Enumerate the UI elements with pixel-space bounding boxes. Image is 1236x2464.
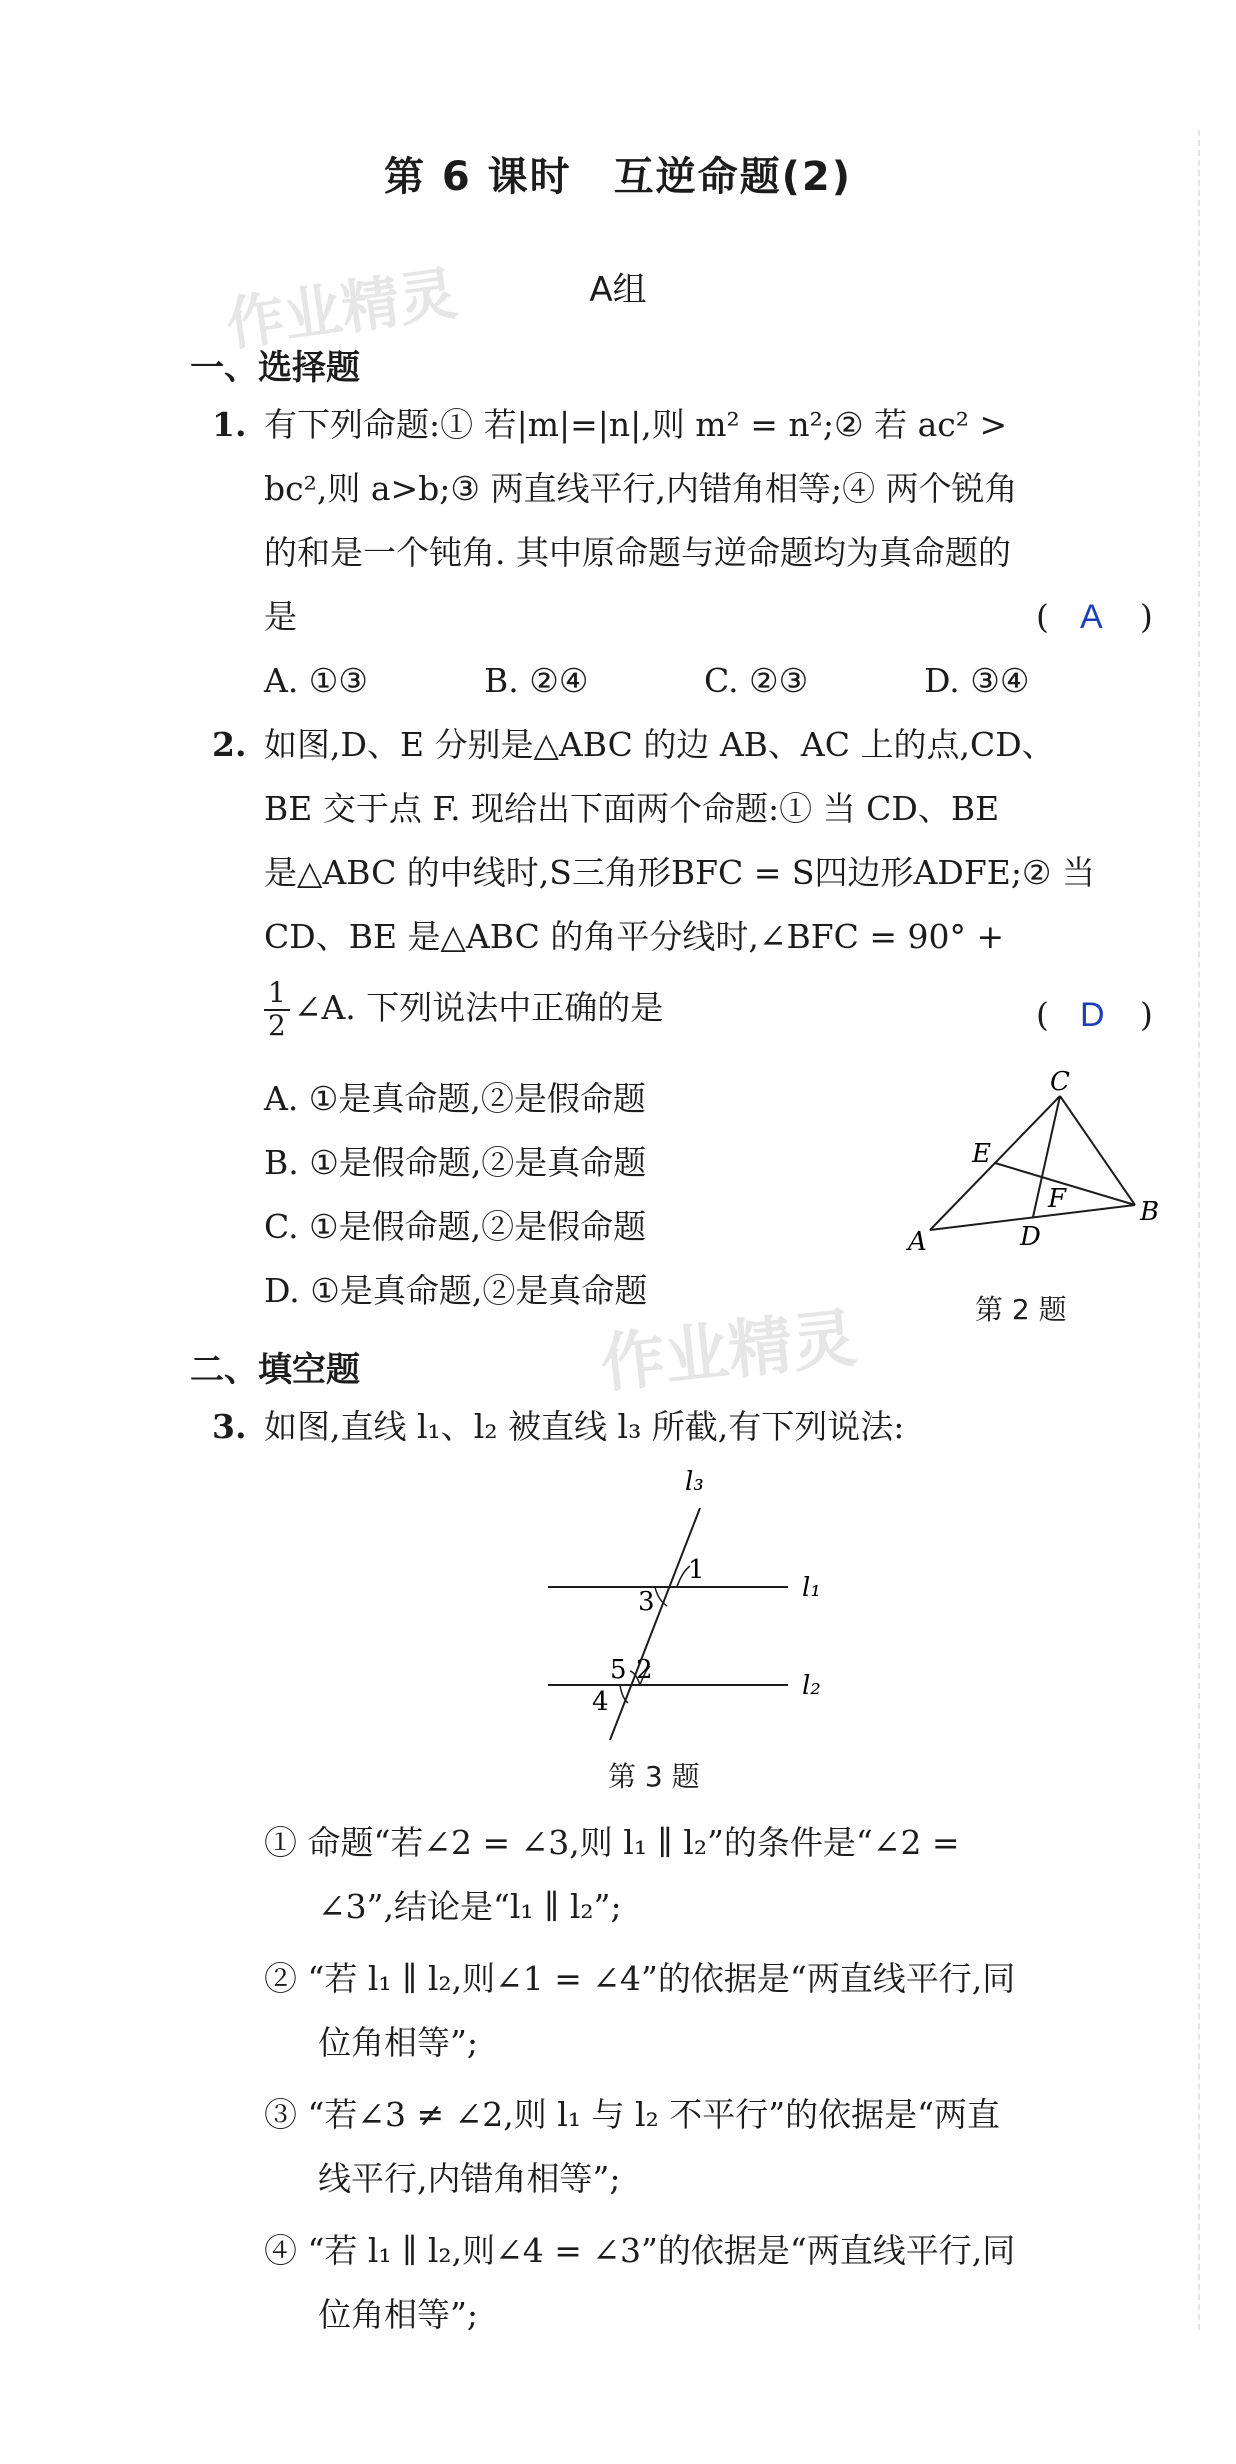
q3-item2-line1: ② “若 l₁ ∥ l₂,则∠1 = ∠4”的依据是“两直线平行,同 <box>264 1959 1016 1998</box>
q2-answer: D <box>1080 996 1105 1034</box>
q1-answer-bracket-close: ) <box>1140 597 1153 636</box>
q1-number: 1. <box>212 405 247 444</box>
q2-line2: BE 交于点 F. 现给出下面两个命题:① 当 CD、BE <box>264 789 1000 828</box>
q2-option-a: A. ①是真命题,②是假命题 <box>264 1079 646 1118</box>
q3-number: 3. <box>212 1407 247 1446</box>
label-angle-2: 2 <box>636 1655 653 1685</box>
q2-answer-bracket-open: ( <box>1036 995 1049 1034</box>
q3-figure-caption: 第 3 题 <box>608 1760 700 1793</box>
q1-option-d: D. ③④ <box>924 661 1030 700</box>
q3-line1: 如图,直线 l₁、l₂ 被直线 l₃ 所截,有下列说法: <box>264 1407 905 1446</box>
q1-answer-bracket-open: ( <box>1036 597 1049 636</box>
q3-parallel-lines-figure <box>530 1460 860 1750</box>
label-l1: l₁ <box>802 1573 821 1603</box>
section-fill-heading: 二、填空题 <box>190 1350 360 1390</box>
q1-line3: 的和是一个钝角. 其中原命题与逆命题均为真命题的 <box>264 533 1011 572</box>
q3-item4-line1: ④ “若 l₁ ∥ l₂,则∠4 = ∠3”的依据是“两直线平行,同 <box>264 2231 1016 2270</box>
label-angle-1: 1 <box>688 1555 705 1585</box>
q1-option-b: B. ②④ <box>484 661 589 700</box>
q3-item4-line2: 位角相等”; <box>318 2295 478 2334</box>
label-b: B <box>1140 1197 1160 1227</box>
page-edge-divider <box>1198 130 1200 2330</box>
q1-line2: bc²,则 a>b;③ 两直线平行,内错角相等;④ 两个锐角 <box>264 469 1018 508</box>
q2-line5-text: ∠A. 下列说法中正确的是 <box>293 987 664 1027</box>
q3-item1-line2: ∠3”,结论是“l₁ ∥ l₂”; <box>318 1887 622 1926</box>
q2-option-b: B. ①是假命题,②是真命题 <box>264 1143 647 1182</box>
q2-fraction-denominator: 2 <box>268 1008 286 1042</box>
q2-option-d: D. ①是真命题,②是真命题 <box>264 1271 648 1310</box>
q3-item2-line2: 位角相等”; <box>318 2023 478 2062</box>
watermark-top: 作业精灵 <box>222 259 462 359</box>
page-title: 第 6 课时 互逆命题(2) <box>383 154 853 200</box>
group-label: A组 <box>589 270 647 310</box>
q2-fraction <box>264 978 290 1042</box>
q2-fraction-numerator: 1 <box>264 978 290 1011</box>
q2-triangle-figure <box>900 1060 1190 1290</box>
triangle-side-cb <box>1060 1096 1135 1205</box>
label-a: A <box>908 1227 927 1257</box>
q3-item1-line1: ① 命题“若∠2 = ∠3,则 l₁ ∥ l₂”的条件是“∠2 = <box>264 1823 960 1862</box>
q1-line4: 是 <box>264 597 297 636</box>
q2-figure-caption: 第 2 题 <box>975 1293 1067 1326</box>
label-f: F <box>1048 1184 1067 1214</box>
q1-line1: 有下列命题:① 若|m|=|n|,则 m² = n²;② 若 ac² > <box>264 405 1008 444</box>
q1-option-c: C. ②③ <box>704 661 809 700</box>
q2-answer-bracket-close: ) <box>1140 995 1153 1034</box>
q2-line1: 如图,D、E 分别是△ABC 的边 AB、AC 上的点,CD、 <box>264 725 1055 764</box>
label-angle-5: 5 <box>610 1655 627 1685</box>
label-angle-3: 3 <box>638 1587 655 1617</box>
label-d: D <box>1020 1222 1041 1252</box>
watermark-middle: 作业精灵 <box>597 1301 860 1403</box>
q2-number: 2. <box>212 725 247 764</box>
label-e: E <box>972 1139 991 1169</box>
q2-line5 <box>264 978 663 1042</box>
q3-item3-line2: 线平行,内错角相等”; <box>318 2159 621 2198</box>
line-l3 <box>610 1508 700 1740</box>
q2-line4: CD、BE 是△ABC 的角平分线时,∠BFC = 90° + <box>264 917 1005 956</box>
q1-answer: A <box>1080 598 1103 636</box>
q3-item3-line1: ③ “若∠3 ≠ ∠2,则 l₁ 与 l₂ 不平行”的依据是“两直 <box>264 2095 1001 2134</box>
label-c: C <box>1050 1067 1070 1097</box>
label-l3: l₃ <box>685 1467 704 1497</box>
label-angle-4: 4 <box>592 1687 609 1717</box>
label-l2: l₂ <box>802 1671 821 1701</box>
section-choice-heading: 一、选择题 <box>190 348 360 388</box>
q1-option-a: A. ①③ <box>264 661 368 700</box>
q2-line3: 是△ABC 的中线时,S三角形BFC = S四边形ADFE;② 当 <box>264 853 1096 892</box>
q2-option-c: C. ①是假命题,②是假命题 <box>264 1207 647 1246</box>
